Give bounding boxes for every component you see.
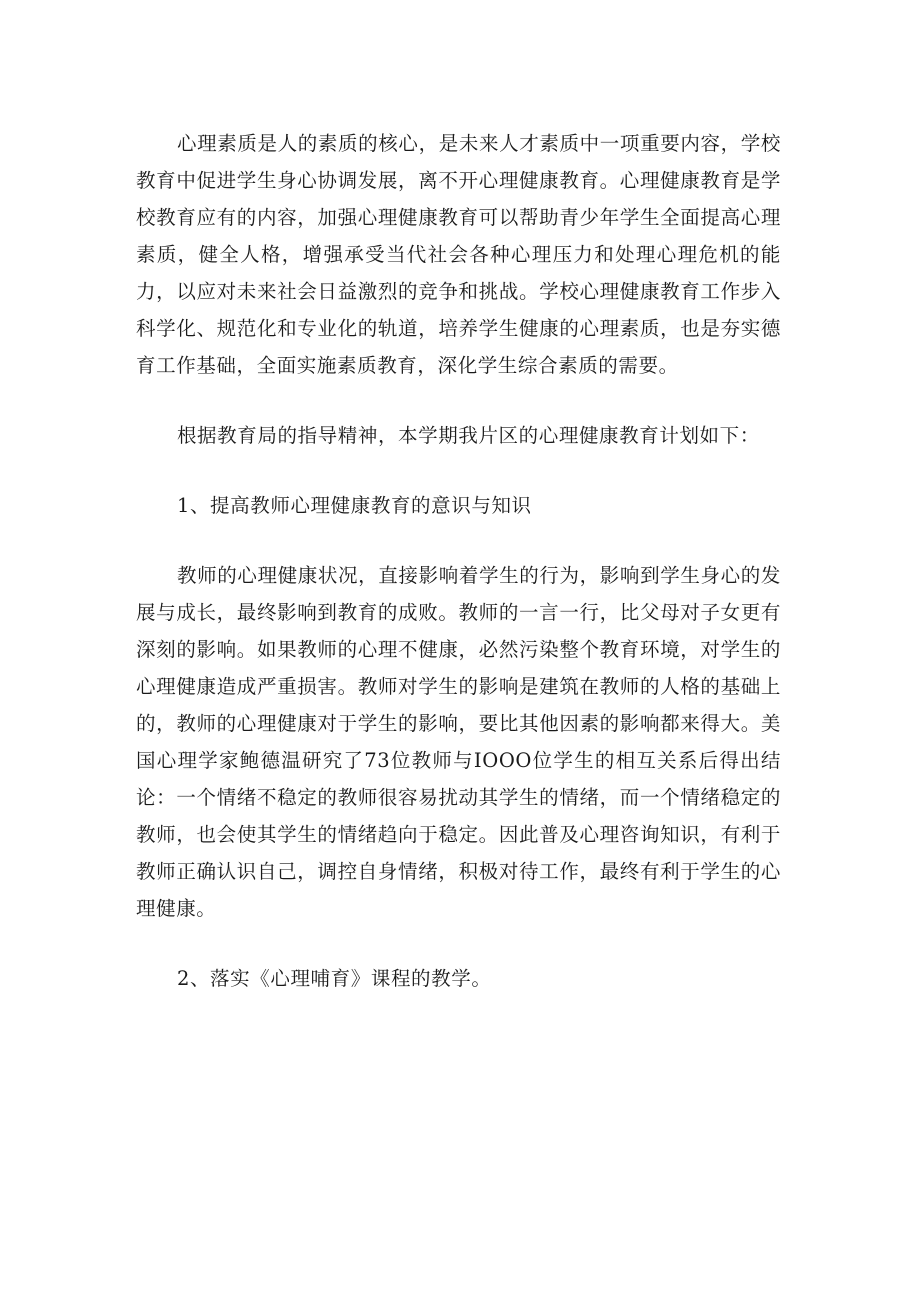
section-heading-2: 2、落实《心理哺育》课程的教学。	[176, 967, 492, 990]
intro-paragraph: 心理素质是人的素质的核心，是未来人才素质中一项重要内容，学校教育中促进学生身心协调发展，离不开心理健康教育。心理健康教育是学校教育应有的内容，加强心理健康教育可以帮助青少年学生全面提高心理素质，健全人格，增强承受当代社会各种心理压力和处理心理危机的能力，以应对未来社会日益激烈的竞争和挑战。学校心理健康教育工作步入科学化、规范化和专业化的轨道，培养学生健康的心理素质，也是夯实德育工作基础，全面实施素质教育，深化学生综合素质的需要。	[136, 132, 781, 377]
document-body	[136, 125, 781, 997]
plan-intro-paragraph: 根据教育局的指导精神，本学期我片区的心理健康教育计划如下：	[176, 424, 760, 447]
section-heading-1: 1、提高教师心理健康教育的意识与知识	[176, 494, 532, 517]
teacher-health-paragraph: 教师的心理健康状况，直接影响着学生的行为，影响到学生身心的发展与成长，最终影响到教育的成败。教师的一言一行，比父母对子女更有深刻的影响。如果教师的心理不健康，必然污染整个教育环境，对学生的心理健康造成严重损害。教师对学生的影响是建筑在教师的人格的基础上的，教师的心理健康对于学生的影响，要比其他因素的影响都来得大。美国心理学家鲍德温研究了73位教师与IOOO位学生的相互关系后得出结论：一个情绪不稳定的教师很容易扰动其学生的情绪，而一个情绪稳定的教师，也会使其学生的情绪趋向于稳定。因此普及心理咨询知识，有利于教师正确认识自己，调控自身情绪，积极对待工作，最终有利于学生的心理健康。	[136, 564, 781, 920]
